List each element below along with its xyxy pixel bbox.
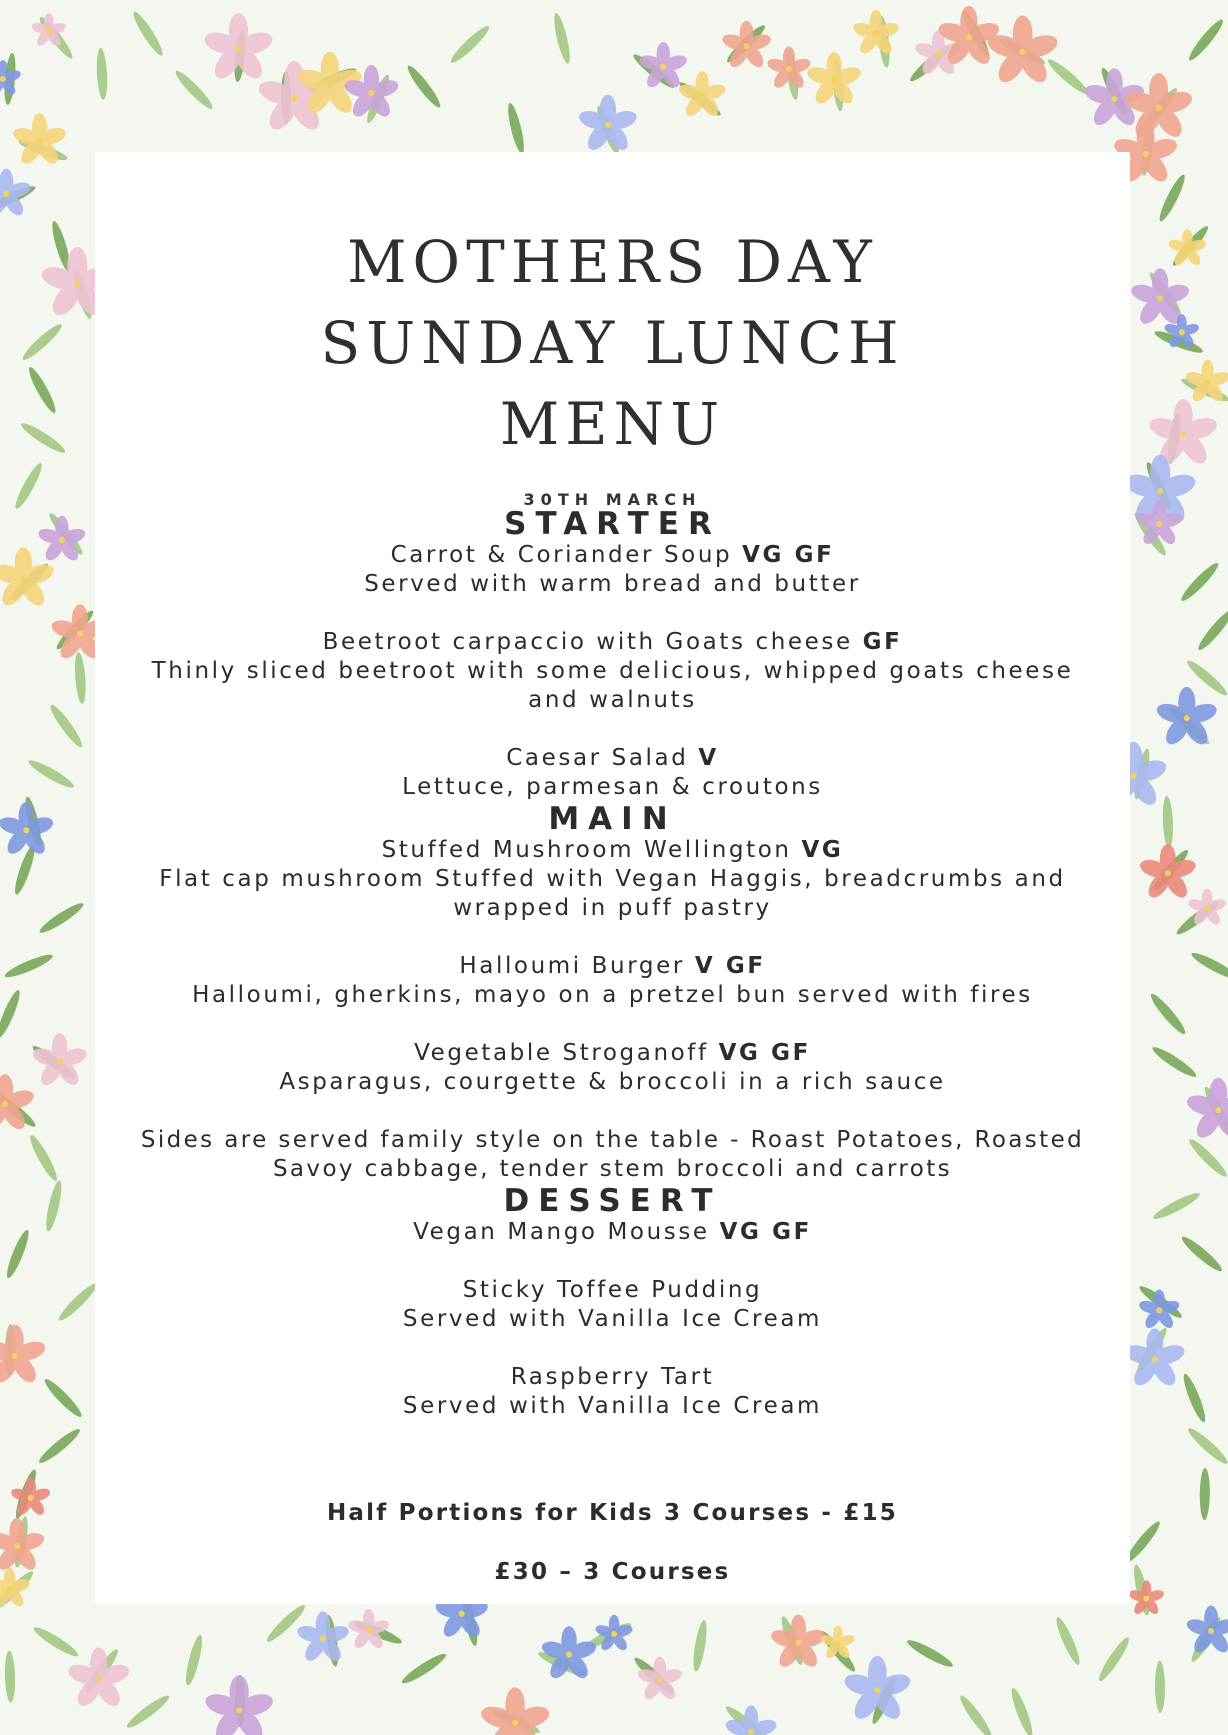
menu-title — [95, 222, 1130, 465]
item-description: Lettuce, parmesan & croutons — [402, 774, 823, 800]
item-description: Served with Vanilla Ice Cream — [402, 1393, 823, 1419]
item-name: Vegetable Stroganoff — [414, 1040, 709, 1066]
item-description: Halloumi, gherkins, mayo on a pretzel bun served with fires — [192, 982, 1033, 1008]
sides-note — [95, 1126, 1130, 1184]
menu-content — [95, 507, 1130, 1421]
item-name: Vegan Mango Mousse — [413, 1219, 710, 1245]
dietary-tags: V GF — [694, 953, 766, 979]
dietary-tags: VG GF — [742, 542, 835, 568]
item-name: Beetroot carpaccio with Goats cheese — [322, 629, 853, 655]
item-name: Caesar Salad — [506, 745, 689, 771]
item-name: Stuffed Mushroom Wellington — [381, 837, 792, 863]
item-description: wrapped in puff pastry — [453, 895, 772, 921]
dietary-tags: VG — [801, 837, 844, 863]
menu-item — [95, 1039, 1130, 1097]
item-name: Halloumi Burger — [459, 953, 685, 979]
menu-item — [95, 628, 1130, 715]
dietary-tags: GF — [862, 629, 903, 655]
menu-item — [95, 836, 1130, 923]
item-description: Asparagus, courgette & broccoli in a rich sauce — [279, 1069, 946, 1095]
kids-pricing-note: Half Portions for Kids 3 Courses - £15 — [326, 1500, 898, 1526]
item-name: Raspberry Tart — [510, 1364, 715, 1390]
item-description: Served with Vanilla Ice Cream — [402, 1306, 823, 1332]
dietary-tags: V — [698, 745, 719, 771]
title-line: SUNDAY LUNCH — [320, 309, 905, 377]
item-description: Flat cap mushroom Stuffed with Vegan Haggis, breadcrumbs and — [159, 866, 1066, 892]
item-description: Thinly sliced beetroot with some delicious, whipped goats cheese — [151, 658, 1074, 684]
item-description: and walnuts — [528, 687, 697, 713]
section-heading-dessert: DESSERT — [503, 1183, 722, 1219]
sides-line: Savoy cabbage, tender stem broccoli and carrots — [272, 1156, 953, 1182]
item-name: Carrot & Coriander Soup — [390, 542, 733, 568]
menu-panel — [95, 152, 1130, 1604]
item-name: Sticky Toffee Pudding — [462, 1277, 763, 1303]
section-heading-starter: STARTER — [504, 506, 721, 542]
item-description: Served with warm bread and butter — [364, 571, 861, 597]
menu-item — [95, 1363, 1130, 1421]
section-heading-main: MAIN — [548, 801, 677, 837]
sides-line: Sides are served family style on the table - Roast Potatoes, Roasted — [140, 1127, 1085, 1153]
title-line: MENU — [499, 390, 726, 458]
dietary-tags: VG GF — [718, 1040, 811, 1066]
title-line: MOTHERS DAY — [347, 228, 878, 296]
menu-item — [95, 1218, 1130, 1247]
dietary-tags: VG GF — [719, 1219, 812, 1245]
menu-item — [95, 952, 1130, 1010]
menu-item — [95, 744, 1130, 802]
menu-date: 30TH MARCH — [523, 490, 702, 509]
menu-item — [95, 541, 1130, 599]
menu-item — [95, 1276, 1130, 1334]
price-note: £30 – 3 Courses — [494, 1559, 731, 1585]
